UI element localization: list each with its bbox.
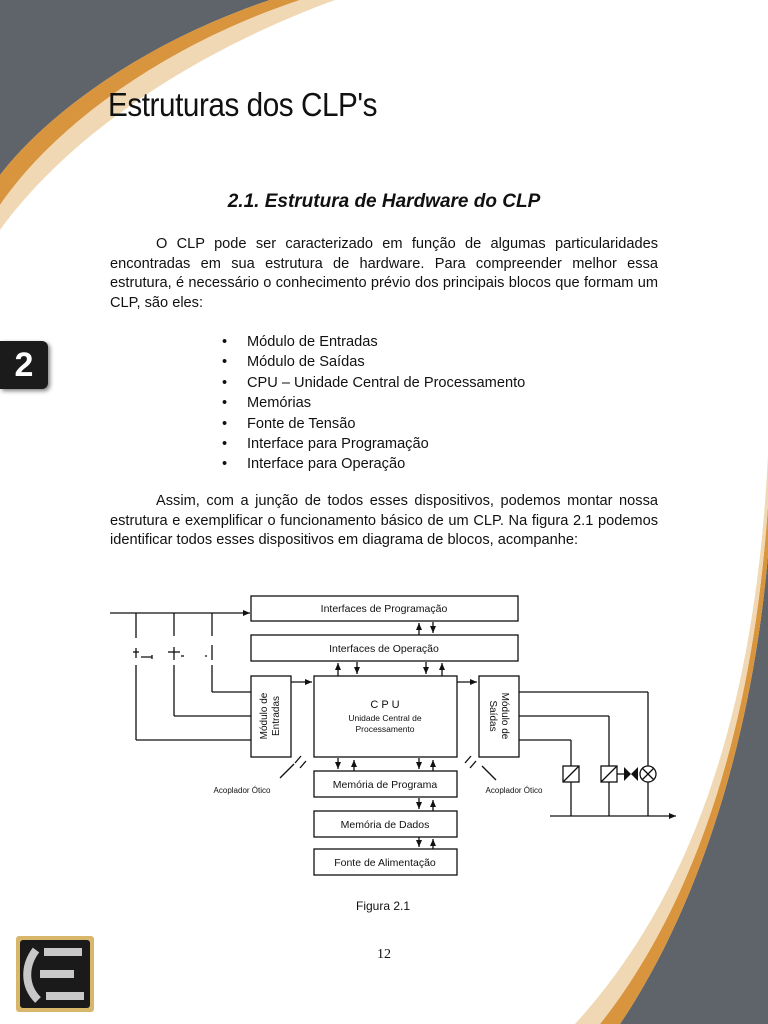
closing-text: Assim, com a junção de todos esses dispositivos, podemos montar nossa estrutura e exemplificar o funcionamento básico de um CLP. Na figura 2.1 podemos identificar todos esses dispositivos em diagrama de blocos, acompanhe:	[110, 493, 658, 549]
cpu-label: C P U	[370, 699, 400, 711]
list-item: • Módulo de Saídas	[222, 352, 525, 372]
page-number: 12	[377, 947, 391, 962]
components-list	[222, 332, 525, 475]
fonte-alimentacao-label: Fonte de Alimentação	[334, 857, 436, 869]
closing-paragraph	[110, 492, 658, 551]
intro-paragraph	[110, 235, 658, 313]
valve-symbol	[624, 767, 638, 781]
section-title-text: 2.1. Estrutura de Hardware do CLP	[227, 191, 541, 212]
chapter-title: Estruturas dos CLP's	[108, 86, 378, 123]
list-item: • Interface para Programação	[222, 434, 525, 454]
modulo-entradas-label-1: Módulo de	[259, 692, 270, 740]
block-diagram	[108, 590, 678, 880]
cpu-desc-line1: Unidade Central de	[348, 713, 422, 723]
list-item: • Módulo de Entradas	[222, 332, 525, 352]
intro-text: O CLP pode ser caracterizado em função de algumas particularidades encontradas em sua estrutura de hardware. Para compreender melhor essa estrutura, é necessário o conhecimento prévio dos principais blocos que formam um CLP, são eles:	[110, 236, 658, 311]
figure-caption	[0, 899, 768, 913]
acoplador-direito-label: Acoplador Ótico	[485, 786, 543, 795]
list-item: • CPU – Unidade Central de Processamento	[222, 373, 525, 393]
modulo-saidas-label-1: Módulo de	[499, 692, 510, 740]
cpu-desc-line2: Processamento	[355, 724, 415, 734]
modulo-entradas-label-2: Entradas	[271, 695, 282, 737]
figure-caption-text: Figura 2.1	[355, 899, 411, 913]
list-item: • Fonte de Tensão	[222, 414, 525, 434]
modulo-saidas-box	[479, 676, 519, 757]
interfaces-programacao-label: Interfaces de Programação	[320, 603, 448, 615]
memoria-dados-label: Memória de Dados	[340, 819, 430, 831]
chapter-badge: 2	[0, 341, 48, 389]
list-item: • Memórias	[222, 393, 525, 413]
interfaces-operacao-label: Interfaces de Operação	[329, 643, 439, 655]
section-title	[0, 191, 768, 213]
acoplador-esquerdo-label: Acoplador Ótico	[213, 786, 271, 795]
publisher-logo	[16, 936, 94, 1012]
memoria-programa-label: Memória de Programa	[332, 779, 438, 791]
modulo-saidas-label-2: Saídas	[487, 700, 498, 732]
list-item: • Interface para Operação	[222, 454, 525, 474]
